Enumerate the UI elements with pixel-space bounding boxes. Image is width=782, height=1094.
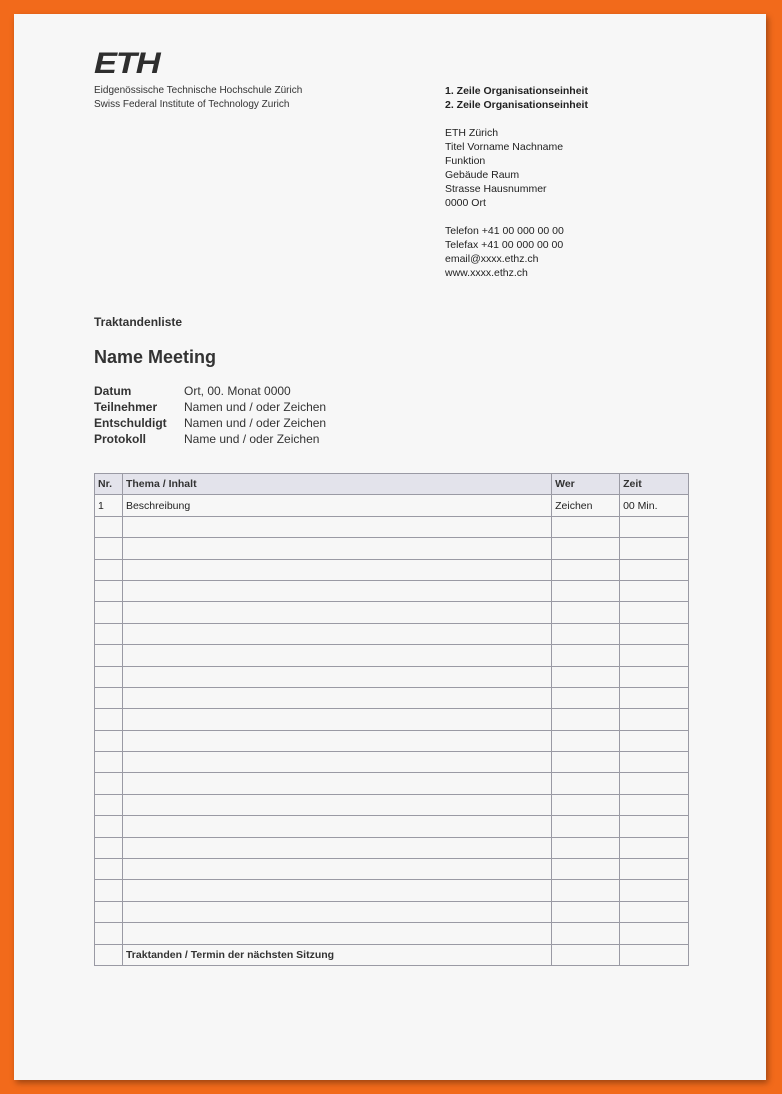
table-row (95, 495, 689, 516)
cell-topic (122, 623, 551, 644)
cell-topic (122, 559, 551, 580)
table-row (95, 709, 689, 730)
table-row (95, 687, 689, 708)
cell-nr (95, 837, 123, 858)
cell-topic (122, 730, 551, 751)
address-line: 0000 Ort (445, 197, 486, 209)
cell-nr: 1 (95, 495, 123, 516)
table-row (95, 901, 689, 922)
header-time: Zeit (620, 474, 689, 495)
info-row (94, 399, 326, 415)
cell-topic (122, 538, 551, 559)
cell-topic: Beschreibung (122, 495, 551, 516)
cell-topic (122, 645, 551, 666)
cell-nr (95, 709, 123, 730)
table-row (95, 623, 689, 644)
cell-who (552, 516, 620, 537)
cell-who (552, 709, 620, 730)
cell-topic (122, 794, 551, 815)
cell-nr (95, 516, 123, 537)
table-row (95, 666, 689, 687)
document-type: Traktandenliste (94, 315, 183, 329)
cell-topic (122, 923, 551, 944)
header-who: Wer (552, 474, 620, 495)
cell-nr (95, 880, 123, 901)
cell-who (552, 559, 620, 580)
contact-email[interactable]: email@xxxx.ethz.ch (445, 253, 539, 265)
cell-nr (95, 773, 123, 794)
cell-nr (95, 901, 123, 922)
cell-nr (95, 602, 123, 623)
cell-time (620, 752, 689, 773)
info-label: Protokoll (94, 432, 147, 446)
info-value: Name und / oder Zeichen (184, 432, 320, 446)
address-line: ETH Zürich (445, 127, 499, 139)
info-label: Datum (94, 384, 132, 398)
cell-time (620, 773, 689, 794)
info-value: Namen und / oder Zeichen (184, 416, 327, 430)
cell-topic (122, 687, 551, 708)
cell-who (552, 580, 620, 601)
cell-nr (95, 687, 123, 708)
cell-nr (95, 923, 123, 944)
info-label: Entschuldigt (94, 416, 167, 430)
table-header-row (95, 474, 689, 495)
cell-who (552, 794, 620, 815)
cell-nr (95, 580, 123, 601)
footer-nr-cell (95, 944, 123, 965)
cell-time (620, 538, 689, 559)
cell-who (552, 538, 620, 559)
cell-topic (122, 516, 551, 537)
table-row (95, 923, 689, 944)
cell-time (620, 645, 689, 666)
meeting-info (94, 383, 326, 447)
org-line-2: 2. Zeile Organisationseinheit (445, 99, 588, 111)
cell-who (552, 837, 620, 858)
cell-time (620, 794, 689, 815)
cell-topic (122, 773, 551, 794)
cell-who (552, 923, 620, 944)
cell-topic (122, 901, 551, 922)
cell-time (620, 816, 689, 837)
cell-nr (95, 538, 123, 559)
cell-time (620, 923, 689, 944)
info-row (94, 383, 326, 399)
table-row (95, 602, 689, 623)
cell-who: Zeichen (552, 495, 620, 516)
address-line: Strasse Hausnummer (445, 183, 547, 195)
cell-time (620, 730, 689, 751)
cell-time (620, 837, 689, 858)
info-row (94, 415, 326, 431)
cell-nr (95, 859, 123, 880)
eth-logo: ETH (94, 47, 160, 80)
address-line: Titel Vorname Nachname (445, 141, 564, 153)
cell-nr (95, 730, 123, 751)
table-row (95, 880, 689, 901)
footer-label: Traktanden / Termin der nächsten Sitzung (122, 944, 551, 965)
cell-time (620, 516, 689, 537)
cell-time (620, 666, 689, 687)
table-row (95, 730, 689, 751)
cell-time (620, 687, 689, 708)
cell-nr (95, 623, 123, 644)
table-row (95, 859, 689, 880)
cell-nr (95, 666, 123, 687)
cell-topic (122, 880, 551, 901)
cell-who (552, 666, 620, 687)
table-footer-row (95, 944, 689, 965)
cell-who (552, 901, 620, 922)
cell-topic (122, 816, 551, 837)
contact-fax: Telefax +41 00 000 00 00 (445, 239, 564, 251)
header-topic: Thema / Inhalt (122, 474, 551, 495)
cell-who (552, 752, 620, 773)
cell-topic (122, 837, 551, 858)
contact-website[interactable]: www.xxxx.ethz.ch (445, 267, 528, 279)
info-value: Ort, 00. Monat 0000 (184, 384, 291, 398)
cell-who (552, 730, 620, 751)
cell-topic (122, 666, 551, 687)
table-row (95, 645, 689, 666)
table-row (95, 837, 689, 858)
cell-topic (122, 602, 551, 623)
table-row (95, 752, 689, 773)
cell-who (552, 859, 620, 880)
info-label: Teilnehmer (94, 400, 158, 414)
agenda-table (94, 473, 689, 966)
cell-time (620, 559, 689, 580)
address-line: Funktion (445, 155, 486, 167)
cell-time (620, 623, 689, 644)
cell-time: 00 Min. (620, 495, 689, 516)
cell-topic (122, 580, 551, 601)
info-value: Namen und / oder Zeichen (184, 400, 327, 414)
cell-topic (122, 859, 551, 880)
table-row (95, 516, 689, 537)
table-row (95, 559, 689, 580)
cell-time (620, 709, 689, 730)
table-row (95, 580, 689, 601)
cell-nr (95, 816, 123, 837)
table-row (95, 816, 689, 837)
header-nr: Nr. (95, 474, 123, 495)
cell-topic (122, 752, 551, 773)
cell-who (552, 687, 620, 708)
contact-phone: Telefon +41 00 000 00 00 (445, 225, 564, 237)
table-row (95, 773, 689, 794)
cell-nr (95, 559, 123, 580)
cell-time (620, 580, 689, 601)
cell-who (552, 816, 620, 837)
cell-time (620, 859, 689, 880)
org-line-1: 1. Zeile Organisationseinheit (445, 85, 588, 97)
footer-who-cell (552, 944, 620, 965)
page-title: Name Meeting (94, 347, 217, 367)
document-page (14, 14, 766, 1080)
cell-nr (95, 752, 123, 773)
info-row (94, 431, 326, 447)
cell-nr (95, 645, 123, 666)
footer-time-cell (620, 944, 689, 965)
cell-time (620, 602, 689, 623)
cell-who (552, 623, 620, 644)
organisation-block (445, 84, 588, 280)
institution-name-en: Swiss Federal Institute of Technology Zurich (94, 99, 290, 110)
cell-topic (122, 709, 551, 730)
institution-name-de: Eidgenössische Technische Hochschule Zürich (94, 85, 303, 96)
cell-who (552, 602, 620, 623)
cell-nr (95, 794, 123, 815)
cell-time (620, 880, 689, 901)
table-row (95, 794, 689, 815)
table-row (95, 538, 689, 559)
cell-time (620, 901, 689, 922)
cell-who (552, 645, 620, 666)
address-line: Gebäude Raum (445, 169, 520, 181)
institution-name (94, 84, 302, 112)
cell-who (552, 773, 620, 794)
cell-who (552, 880, 620, 901)
